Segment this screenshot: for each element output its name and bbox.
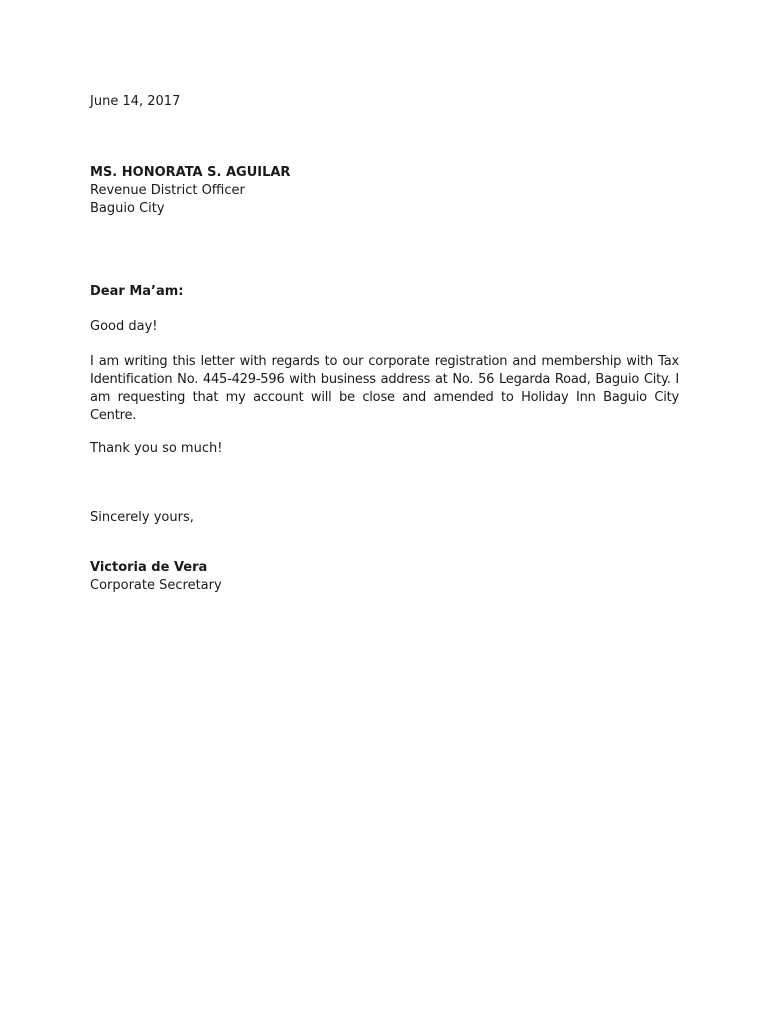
thanks-line: Thank you so much! — [90, 441, 223, 456]
recipient-location: Baguio City — [90, 201, 165, 216]
recipient-block — [90, 164, 679, 218]
signatory-title: Corporate Secretary — [90, 578, 222, 593]
recipient-name: MS. HONORATA S. AGUILAR — [90, 165, 291, 180]
greeting: Good day! — [90, 319, 158, 334]
signatory-name: Victoria de Vera — [90, 560, 208, 575]
closing-line: Sincerely yours, — [90, 510, 194, 525]
letter-date: June 14, 2017 — [90, 94, 181, 109]
signatory-block — [90, 559, 679, 595]
letter-body: I am writing this letter with regards to our corporate registration and membership with Tax Identification No. 445-429-596 with business address at No. 56 Legarda Road, Baguio City. I am requesting that my account will be close and amended to Holiday Inn Baguio City Centre. — [90, 354, 679, 423]
recipient-position: Revenue District Officer — [90, 183, 245, 198]
salutation: Dear Ma’am: — [90, 284, 184, 299]
